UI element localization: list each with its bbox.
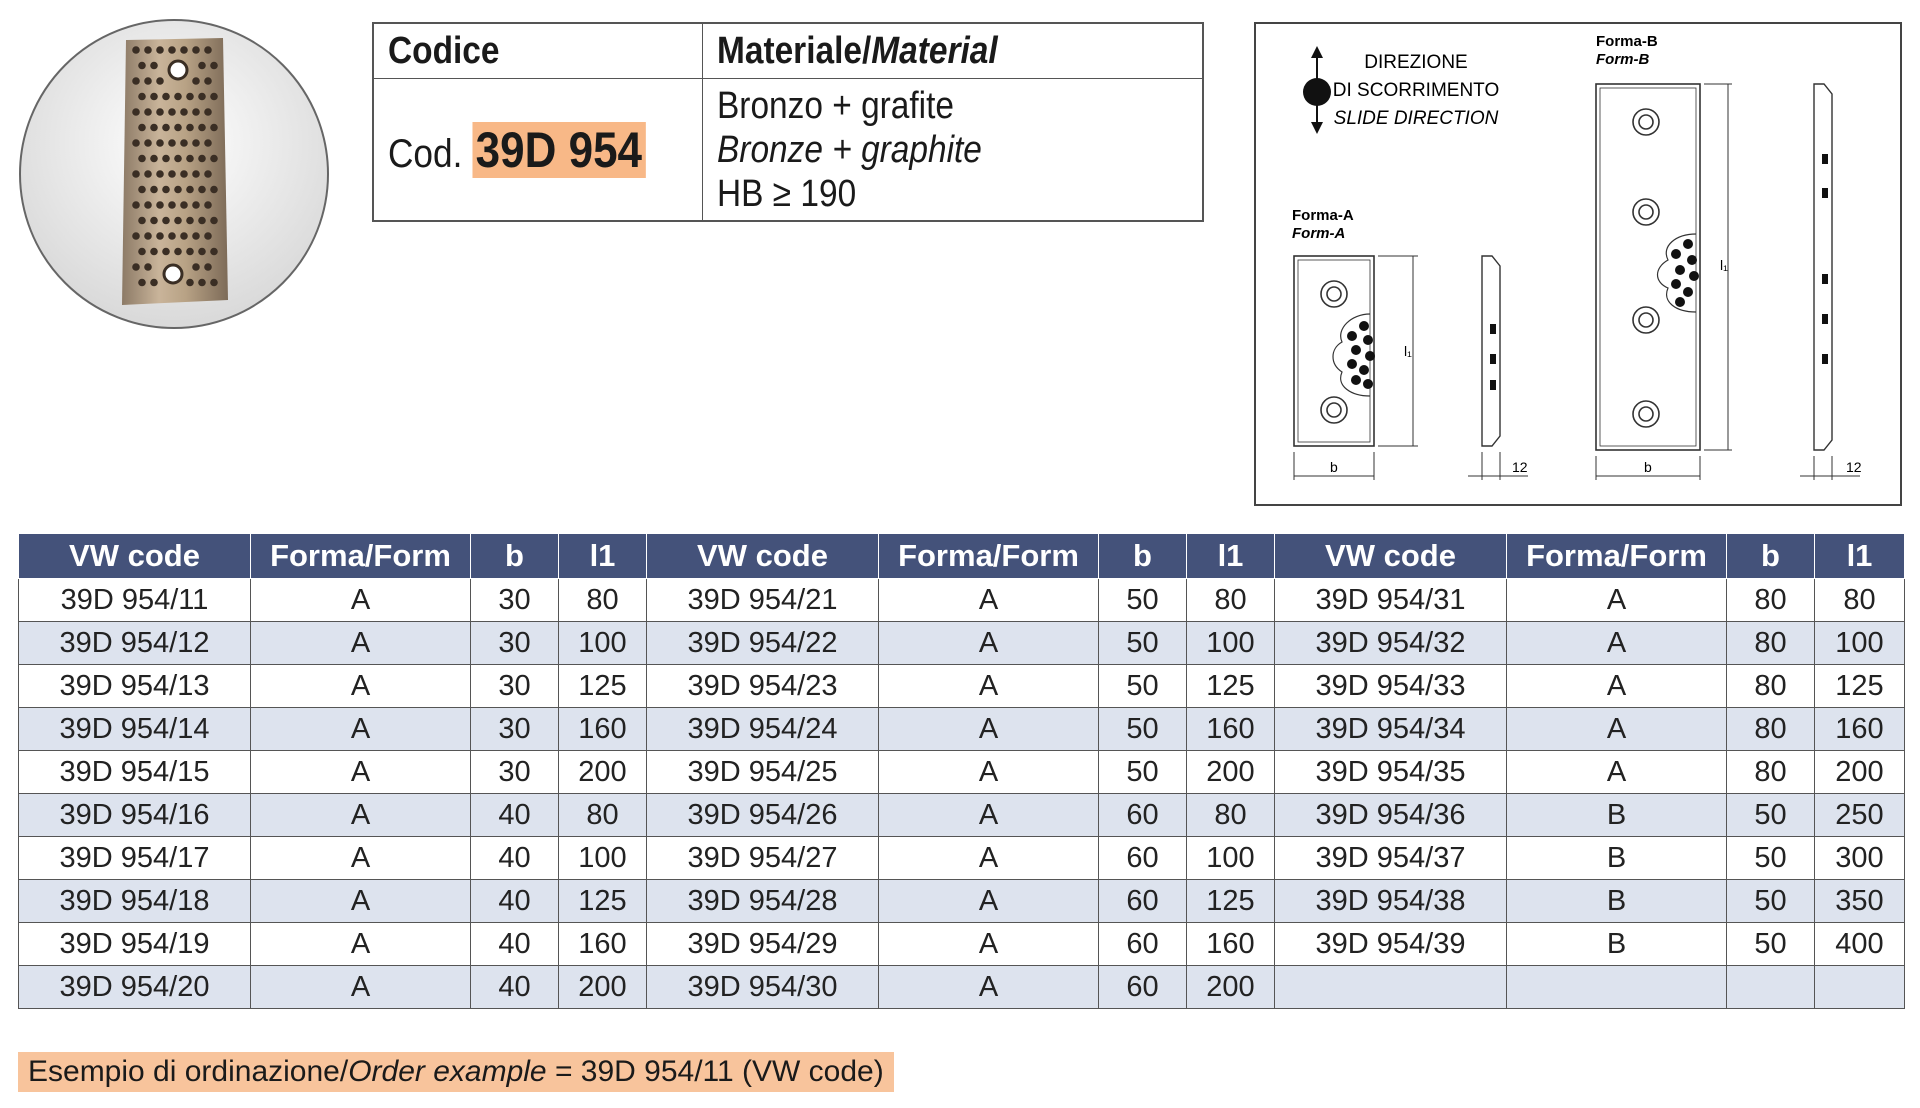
form-a-drawing [1294,256,1528,480]
graphite-plug-dot [150,217,158,225]
material-line-it: Bronzo + grafite [717,84,955,127]
table-cell: 50 [1727,880,1815,923]
table-cell: 39D 954/11 [19,579,251,622]
graphite-plug-dot [168,46,176,54]
graphite-plug-dot [192,201,200,209]
table-cell [1727,966,1815,1009]
column-header: Forma/Form [251,534,471,579]
form-b-label-it: Forma-B [1596,33,1658,50]
graphite-plug-dot [150,248,158,256]
graphite-plug-dot [198,186,206,194]
table-row [19,794,1905,837]
table-cell: 39D 954/33 [1275,665,1507,708]
table-cell: 100 [559,837,647,880]
table-cell: A [879,880,1099,923]
table-cell: A [879,751,1099,794]
graphite-plug-dot [192,170,200,178]
graphite-plug-dot [210,93,218,101]
graphite-plug-dot [168,108,176,116]
table-cell: 39D 954/34 [1275,708,1507,751]
graphite-plug-dot [144,77,152,85]
graphite-plug-dot [198,62,206,70]
table-cell: 39D 954/30 [647,966,879,1009]
code-value: 39D 954 [472,122,645,178]
table-cell: 300 [1815,837,1905,880]
table-cell: 60 [1099,880,1187,923]
table-cell [1507,966,1727,1009]
table-cell [1275,966,1507,1009]
form-a-dim-l1: l₁ [1404,343,1412,359]
column-header: l1 [559,534,647,579]
graphite-plug-dot [186,124,194,132]
code-material-table [372,22,1204,222]
table-cell: 80 [1187,579,1275,622]
table-cell: 125 [559,880,647,923]
table-cell: 160 [1815,708,1905,751]
table-cell: 39D 954/16 [19,794,251,837]
order-example: Esempio di ordinazione/Order example = 39D 954/11 (VW code) [18,1052,894,1092]
column-header: b [1099,534,1187,579]
graphite-plug-dot [174,248,182,256]
graphite-plug-dot [198,124,206,132]
form-b-dim-thickness: 12 [1846,459,1862,475]
graphite-plug-dot [174,124,182,132]
table-cell: A [879,923,1099,966]
graphite-plug-dot [204,139,212,147]
graphite-plug-dot [186,217,194,225]
graphite-plug-dot [156,170,164,178]
table-cell: 30 [471,622,559,665]
graphite-plug-dot [174,217,182,225]
graphite-plug-dot [210,155,218,163]
table-row [19,708,1905,751]
table-cell: 30 [471,579,559,622]
table-cell: A [1507,622,1727,665]
graphite-plug-dot [210,279,218,287]
table-cell: 80 [1727,751,1815,794]
graphite-plug-dot [150,62,158,70]
graphite-plug-dot [180,46,188,54]
table-cell: 50 [1099,751,1187,794]
table-cell: 39D 954/12 [19,622,251,665]
graphite-plug-dot [168,232,176,240]
table-cell: 125 [559,665,647,708]
graphite-plug-dot [198,248,206,256]
table-cell: 100 [559,622,647,665]
table-cell: A [879,665,1099,708]
table-cell: 39D 954/15 [19,751,251,794]
graphite-plug-dot [186,186,194,194]
table-cell: 39D 954/35 [1275,751,1507,794]
table-cell: 80 [559,579,647,622]
table-cell: 200 [1815,751,1905,794]
table-cell: 160 [1187,923,1275,966]
table-cell: 39D 954/37 [1275,837,1507,880]
graphite-plug-dot [210,124,218,132]
table-cell: 60 [1099,794,1187,837]
graphite-plug-dot [156,108,164,116]
graphite-plug-dot [132,139,140,147]
table-cell: A [879,794,1099,837]
graphite-plug-dot [210,248,218,256]
material-header: Materiale/Material [703,23,1204,79]
table-cell: A [251,751,471,794]
graphite-plug-dot [204,108,212,116]
table-cell: 60 [1099,923,1187,966]
table-cell: A [1507,665,1727,708]
table-cell: A [879,622,1099,665]
table-cell: 50 [1727,923,1815,966]
graphite-plug-dot [186,155,194,163]
graphite-plug-dot [132,201,140,209]
column-header: VW code [1275,534,1507,579]
table-cell: 39D 954/19 [19,923,251,966]
graphite-plug-dot [162,155,170,163]
table-cell: A [251,622,471,665]
graphite-plug-dot [138,124,146,132]
table-cell: 39D 954/24 [647,708,879,751]
table-cell: 40 [471,966,559,1009]
table-cell: 30 [471,708,559,751]
table-cell: A [879,837,1099,880]
direction-label-it2: DI SCORRIMENTO [1332,80,1500,101]
form-b-dim-l1: l₁ [1720,257,1728,273]
graphite-plug-dot [204,170,212,178]
graphite-plug-dot [162,248,170,256]
graphite-plug-dot [138,248,146,256]
table-cell: 50 [1727,837,1815,880]
graphite-plug-dot [198,279,206,287]
form-b-graphite-plugs [1671,154,1828,364]
graphite-plug-dot [204,201,212,209]
graphite-plug-dot [132,46,140,54]
column-header: Forma/Form [1507,534,1727,579]
table-row [19,622,1905,665]
table-cell: 160 [559,708,647,751]
table-cell: 39D 954/13 [19,665,251,708]
graphite-plug-dot [150,155,158,163]
table-cell: 39D 954/38 [1275,880,1507,923]
table-cell: A [251,923,471,966]
table-cell: 200 [1187,966,1275,1009]
table-cell: 40 [471,837,559,880]
graphite-plug-dot [180,139,188,147]
graphite-plug-dot [132,263,140,271]
table-cell: 50 [1727,794,1815,837]
table-cell: A [879,708,1099,751]
table-cell: 39D 954/29 [647,923,879,966]
table-cell: 80 [1815,579,1905,622]
graphite-plug-dot [162,217,170,225]
table-cell: 200 [1187,751,1275,794]
table-cell: 39D 954/21 [647,579,879,622]
graphite-plug-dot [180,108,188,116]
table-cell: 160 [559,923,647,966]
graphite-plug-dot [132,77,140,85]
table-row [19,579,1905,622]
graphite-plug-dot [132,108,140,116]
graphite-plug-dot [132,232,140,240]
graphite-plug-dot [180,201,188,209]
column-header: l1 [1815,534,1905,579]
table-cell: 125 [1815,665,1905,708]
table-cell: 39D 954/17 [19,837,251,880]
graphite-plug-dot [132,170,140,178]
column-header: VW code [647,534,879,579]
table-cell: 80 [559,794,647,837]
table-cell: B [1507,794,1727,837]
graphite-plug-dot [168,201,176,209]
graphite-plug-dot [210,186,218,194]
graphite-plug-dot [198,155,206,163]
graphite-plug-dot [192,139,200,147]
graphite-plug-dot [192,77,200,85]
table-cell: 80 [1727,579,1815,622]
graphite-plug-dot [198,217,206,225]
table-cell: A [251,665,471,708]
graphite-plug-dot [162,93,170,101]
table-cell: 39D 954/25 [647,751,879,794]
table-cell: A [879,579,1099,622]
table-cell: 100 [1815,622,1905,665]
graphite-plug-dot [162,124,170,132]
table-cell: B [1507,923,1727,966]
table-cell: 40 [471,923,559,966]
graphite-plug-dot [192,108,200,116]
table-row [19,880,1905,923]
graphite-plug-dot [138,279,146,287]
material-line-en: Bronze + graphite [717,128,982,171]
table-cell: A [1507,751,1727,794]
table-row [19,966,1905,1009]
table-cell: 30 [471,665,559,708]
table-cell: A [1507,708,1727,751]
table-cell: 50 [1099,665,1187,708]
graphite-plug-dot [192,46,200,54]
graphite-plug-dot [168,170,176,178]
column-header: b [471,534,559,579]
table-cell: 39D 954/14 [19,708,251,751]
table-cell: 30 [471,751,559,794]
table-row [19,665,1905,708]
table-row [19,923,1905,966]
graphite-plug-dot [138,217,146,225]
table-cell: 40 [471,794,559,837]
graphite-plug-dot [162,186,170,194]
table-cell: B [1507,880,1727,923]
table-cell: 40 [471,880,559,923]
table-cell: 400 [1815,923,1905,966]
table-cell: A [251,794,471,837]
graphite-plug-dot [144,232,152,240]
product-photo [18,18,330,330]
table-cell: 200 [559,751,647,794]
graphite-plug-dot [156,139,164,147]
column-header: Forma/Form [879,534,1099,579]
table-cell: A [251,837,471,880]
table-cell: 39D 954/23 [647,665,879,708]
table-cell: 39D 954/28 [647,880,879,923]
table-cell: 350 [1815,880,1905,923]
graphite-plug-dot [204,46,212,54]
table-cell: 125 [1187,880,1275,923]
table-cell: A [879,966,1099,1009]
graphite-plug-dot [168,139,176,147]
table-cell: 39D 954/20 [19,966,251,1009]
graphite-plug-dot [144,46,152,54]
graphite-plug-dot [156,46,164,54]
graphite-plug-dot [144,139,152,147]
graphite-plug-dot [138,62,146,70]
table-cell: 50 [1099,622,1187,665]
table-row [19,837,1905,880]
graphite-plug-dot [192,263,200,271]
table-cell: 50 [1099,579,1187,622]
table-cell: 60 [1099,966,1187,1009]
table-cell: 39D 954/36 [1275,794,1507,837]
form-a-label-en: Form-A [1292,225,1346,242]
table-cell: A [251,708,471,751]
table-cell: A [251,966,471,1009]
code-header: Codice [373,23,703,79]
graphite-plug-dot [156,77,164,85]
table-cell: 250 [1815,794,1905,837]
code-cell [373,79,703,222]
graphite-plug-dot [198,93,206,101]
graphite-plug-dot [138,186,146,194]
hardness-line: HB ≥ 190 [717,172,857,215]
table-cell: 50 [1099,708,1187,751]
graphite-plug-dot [180,170,188,178]
table-cell: 80 [1727,622,1815,665]
table-row [19,751,1905,794]
table-cell: 39D 954/31 [1275,579,1507,622]
graphite-plug-dot [186,248,194,256]
form-a-dim-b: b [1330,459,1338,475]
table-cell: 39D 954/18 [19,880,251,923]
graphite-plug-dot [210,62,218,70]
table-cell: A [251,880,471,923]
table-cell: 39D 954/27 [647,837,879,880]
graphite-plug-dot [144,108,152,116]
form-a-label-it: Forma-A [1292,207,1354,224]
graphite-plug-dot [192,232,200,240]
graphite-plug-dot [144,201,152,209]
graphite-plug-dot [144,263,152,271]
graphite-plug-dot [174,186,182,194]
graphite-plug-dot [150,186,158,194]
slide-direction-icon [1303,46,1331,134]
graphite-plug-dot [204,232,212,240]
table-cell: 100 [1187,622,1275,665]
direction-label-it1: DIREZIONE [1364,52,1468,73]
table-cell: 125 [1187,665,1275,708]
graphite-plug-dot [174,93,182,101]
table-cell: 100 [1187,837,1275,880]
graphite-plug-dot [150,279,158,287]
table-cell: 39D 954/39 [1275,923,1507,966]
form-b-dim-b: b [1644,459,1652,475]
graphite-plug-dot [156,232,164,240]
graphite-plug-dot [138,155,146,163]
vw-code-table [18,533,1905,1009]
table-cell: A [1507,579,1727,622]
column-header: b [1727,534,1815,579]
column-header: VW code [19,534,251,579]
table-cell: 60 [1099,837,1187,880]
table-cell: 80 [1187,794,1275,837]
graphite-plug-dot [144,170,152,178]
material-cell [703,79,1204,222]
table-cell: 200 [559,966,647,1009]
graphite-plug-dot [186,279,194,287]
form-a-dim-thickness: 12 [1512,459,1528,475]
graphite-plug-dot [210,217,218,225]
graphite-plug-dot [180,232,188,240]
code-prefix: Cod. [388,131,463,176]
form-a-graphite-plugs [1347,321,1496,390]
graphite-plug-dot [150,93,158,101]
graphite-plug-dot [204,77,212,85]
table-cell: 160 [1187,708,1275,751]
table-cell [1815,966,1905,1009]
graphite-plug-dot [150,124,158,132]
technical-drawing [1254,22,1902,506]
table-cell: 39D 954/26 [647,794,879,837]
column-header: l1 [1187,534,1275,579]
table-cell: 39D 954/22 [647,622,879,665]
graphite-plug-dot [204,263,212,271]
direction-label-en: SLIDE DIRECTION [1333,108,1499,129]
form-b-label-en: Form-B [1596,51,1650,68]
graphite-plug-dot [156,201,164,209]
table-cell: A [251,579,471,622]
graphite-plug-dot [186,93,194,101]
graphite-plug-dot [174,155,182,163]
table-cell: B [1507,837,1727,880]
table-header-row [19,534,1905,579]
form-b-drawing [1596,84,1860,480]
graphite-plug-dot [138,93,146,101]
table-cell: 80 [1727,708,1815,751]
table-cell: 80 [1727,665,1815,708]
table-cell: 39D 954/32 [1275,622,1507,665]
